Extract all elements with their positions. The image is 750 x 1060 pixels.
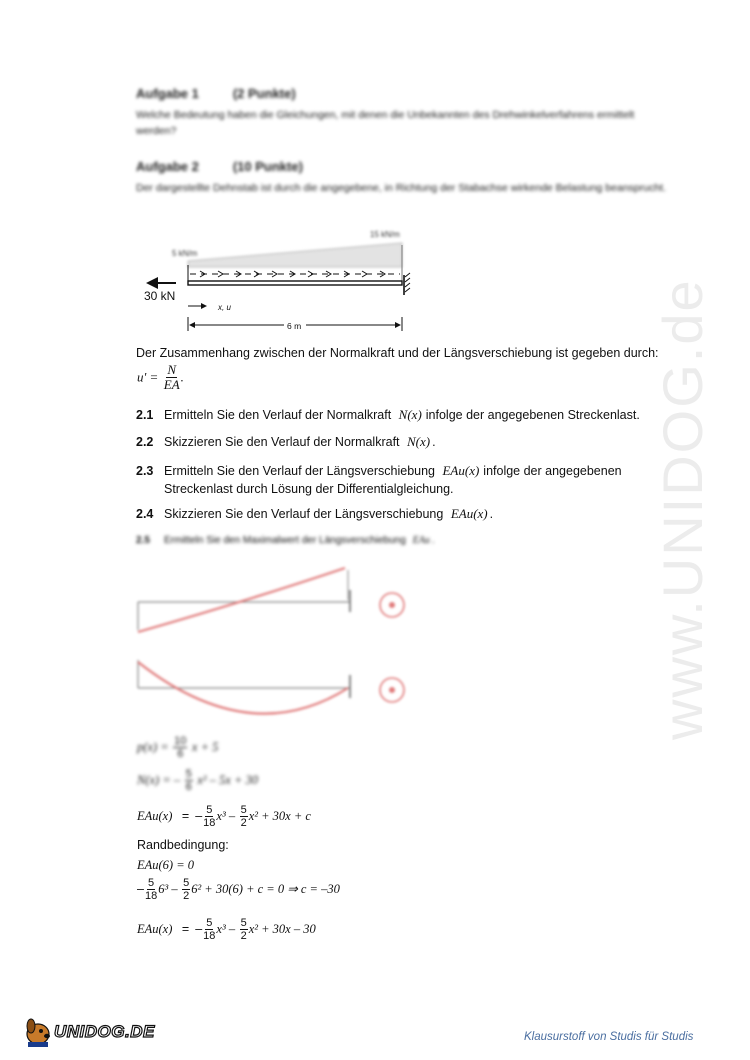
question-text: Skizzieren Sie den Verlauf der Normalkraft	[164, 435, 400, 449]
question-text-line2: Streckenlast durch Lösung der Differentialgleichung.	[164, 482, 454, 496]
nx-rest: x² – 5x + 30	[197, 772, 259, 787]
question-number: 2.2	[136, 435, 154, 449]
question-number: 2.5	[136, 535, 150, 546]
boundary-condition-1	[137, 858, 194, 873]
eq-frac2-num: 5	[240, 804, 247, 816]
question-text: Skizzieren Sie den Verlauf der Längsverschiebung	[164, 507, 444, 521]
px-rest: x + 5	[191, 739, 219, 754]
axis-label: x, u	[218, 303, 231, 312]
eq-term1: x³ –	[216, 808, 236, 823]
question-math: N(x)	[407, 434, 431, 449]
px-equation	[137, 735, 218, 760]
nx-num: 5	[185, 768, 192, 780]
eq-term2: x² + 30x – 30	[248, 921, 316, 936]
logo-text: UNIDOG.DE	[54, 1022, 155, 1041]
fixed-support	[404, 273, 410, 295]
length-label: 6 m	[287, 321, 302, 331]
intro-text: Der Zusammenhang zwischen der Normalkraft und der Längsverschiebung ist gegeben durch:	[136, 346, 659, 360]
footer-tagline: Klausurstoff von Studis für Studis	[524, 1031, 694, 1043]
question-math: EAu	[412, 535, 430, 546]
sketch-diagrams	[130, 560, 430, 730]
load-arrows	[190, 271, 400, 277]
task2-points: (10 Punkte)	[232, 159, 303, 174]
eq-minus: –	[195, 921, 203, 936]
formula-u	[137, 363, 184, 392]
eq-frac2-num: 5	[183, 877, 190, 889]
boundary-condition-1-text: EAu(6) = 0	[137, 858, 195, 872]
eq-frac1-den: 18	[203, 817, 216, 829]
question-rest: .	[431, 535, 435, 546]
eq-minus: –	[137, 881, 144, 896]
force-label: 30 kN	[144, 289, 176, 303]
task1-title: Aufgabe 1	[136, 86, 199, 101]
question-rest: .	[432, 435, 436, 449]
bar-figure	[130, 225, 430, 335]
question-rest: infolge der angegebenen Streckenlast.	[425, 408, 640, 422]
question-rest: infolge der angegebenen	[483, 464, 622, 478]
watermark: www.UNIDOG.de	[651, 278, 714, 740]
eq-frac1-num: 5	[148, 877, 155, 889]
question-number: 2.4	[136, 507, 154, 521]
question-2-4	[136, 506, 696, 522]
unidog-logo[interactable]	[22, 1014, 162, 1050]
boundary-condition-2	[137, 877, 340, 902]
formula-lhs: u' =	[137, 369, 159, 385]
question-2-3	[136, 462, 696, 498]
eq-lhs: EAu(x)	[137, 808, 173, 823]
question-2-1	[136, 407, 696, 423]
eq-equals: =	[181, 808, 190, 823]
question-math: EAu(x)	[442, 463, 480, 478]
eq-term1: x³ –	[216, 921, 236, 936]
question-2-2	[136, 434, 696, 450]
question-text: Ermitteln Sie den Maximalwert der Längsverschiebung	[164, 535, 406, 546]
px-lhs: p(x) =	[137, 739, 169, 754]
question-2-5	[136, 535, 696, 546]
eq-frac2-den: 2	[240, 930, 247, 942]
eq-frac2-den: 2	[183, 890, 190, 902]
bar	[188, 281, 402, 285]
eq-term2: x² + 30x + c	[248, 808, 311, 823]
load-right-label: 15 kN/m	[370, 230, 400, 239]
eq-frac2-den: 2	[240, 817, 247, 829]
task2-section	[136, 159, 666, 196]
question-number: 2.1	[136, 408, 154, 422]
task2-title: Aufgabe 2	[136, 159, 199, 174]
px-num: 10	[174, 735, 187, 747]
eq-term1: 6³ –	[158, 881, 178, 896]
nx-lhs: N(x) = –	[137, 772, 181, 787]
task2-text: Der dargestellte Dehnstab ist durch die angegebene, in Richtung der Stabachse wirkende Belastung beansprucht.	[136, 182, 667, 194]
question-number: 2.3	[136, 464, 154, 478]
boundary-condition-label: Randbedingung:	[137, 838, 229, 852]
question-math: N(x)	[398, 407, 422, 422]
eq-equals: =	[181, 921, 190, 936]
question-text: Ermitteln Sie den Verlauf der Längsverschiebung	[164, 464, 435, 478]
px-den: 6	[177, 748, 184, 760]
eq-frac1-num: 5	[206, 804, 213, 816]
question-rest: .	[489, 507, 494, 521]
eq-minus: –	[195, 808, 203, 823]
eq-frac2-num: 5	[240, 917, 247, 929]
normal-force-sketch	[138, 568, 404, 632]
eq-lhs: EAu(x)	[137, 921, 173, 936]
formula-num: N	[167, 362, 177, 377]
task1-section	[136, 86, 666, 139]
task1-text: Welche Bedeutung haben die Gleichungen, mit denen die Unbekannten des Drehwinkelverfahrens ermittelt werden?	[136, 109, 635, 137]
load-labels-blurred	[172, 230, 402, 267]
question-math: EAu(x)	[450, 506, 488, 521]
nx-equation	[137, 768, 258, 793]
eau-final-equation	[137, 917, 316, 942]
dog-icon	[22, 1014, 56, 1048]
question-text: Ermitteln Sie den Verlauf der Normalkraft	[164, 408, 392, 422]
eq-term2: 6² + 30(6) + c = 0 ⇒ c = –30	[191, 881, 340, 896]
eq-frac1-num: 5	[206, 917, 213, 929]
eq-frac1-den: 18	[144, 890, 158, 902]
load-left-label: 5 kN/m	[172, 249, 198, 258]
task1-points: (2 Punkte)	[232, 86, 296, 101]
displacement-sketch	[138, 660, 404, 714]
nx-den: 6	[185, 781, 192, 793]
formula-end: .	[180, 369, 184, 385]
eq-frac1-den: 18	[203, 930, 216, 942]
formula-den: EA	[163, 377, 180, 392]
eau-general-equation	[137, 804, 311, 829]
